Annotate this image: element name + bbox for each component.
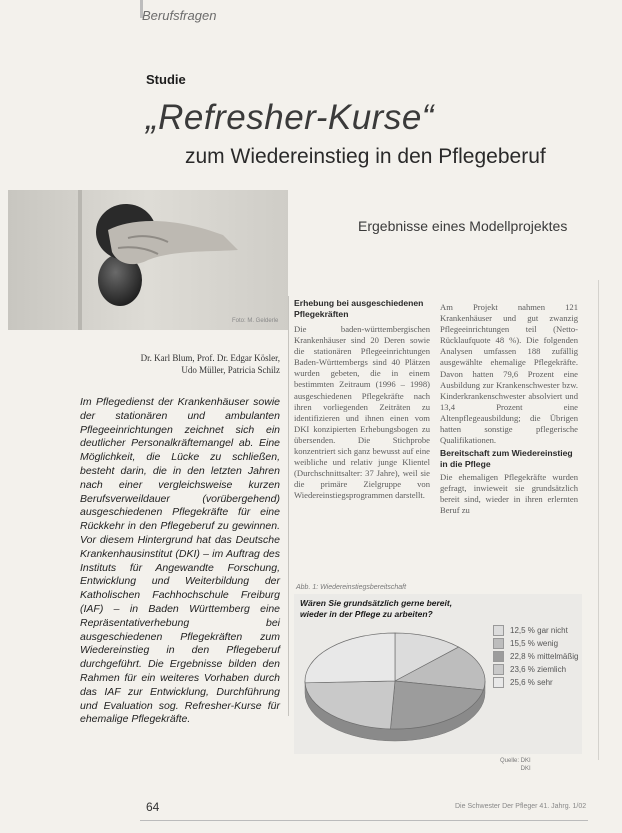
column-divider xyxy=(288,296,289,716)
source-line-1: Quelle: DKI xyxy=(500,758,531,764)
legend-swatch xyxy=(493,651,504,662)
article-photo xyxy=(8,190,288,330)
section-tag: Berufsfragen xyxy=(142,8,217,23)
col3-heading: Bereitschaft zum Wiedereinstieg in die Pflege xyxy=(440,448,573,469)
legend-label: 12,5 % gar nicht xyxy=(510,626,568,635)
legend-label: 15,5 % wenig xyxy=(510,639,559,648)
footer-rule xyxy=(140,820,588,821)
photo-credit: Foto: M. Gelderle xyxy=(232,318,279,324)
chart-legend xyxy=(493,625,583,689)
article-subtitle: zum Wiedereinstieg in den Pflegeberuf xyxy=(185,145,546,168)
lead-paragraph: Im Pflegedienst der Krankenhäuser sowie der stationären und ambulanten Pflegeeinrichtungen zeichnet sich ein deutlicher Personalkräftemangel ab. Eine Möglichkeit, die Lücke zu schließen, besteht darin, die in den letzten Jahren nach einer vergleichsweise kurzen Berufsverweildauer (vorübergehend) ausgeschiedenen Pflegekräfte für eine Rückkehr in den Pflegeberuf zu gewinnen. Vor diesem Hintergrund hat das Deutsche Krankenhausinstitut (DKI) – im Auftrag des Instituts für Angewandte Forschung, Entwicklung und Weiterbildung der Katholischen Fachhochschule Freiburg (IAF) – in Baden Württemberg eine Repräsentativerhebung bei ausgeschiedenen Pflegekräften zum Wiedereinstieg in den Pflegeberuf durchgeführt. Die Ergebnisse bilden den Rahmen für ein weiteres Vorhaben durch das IAF zur Entwicklung, Durchführung und Evaluation sog. Refresher-Kurse für ehemalige Pflegekräfte. xyxy=(80,396,280,726)
legend-swatch xyxy=(493,664,504,675)
door-knob-photo-icon xyxy=(8,190,288,330)
chart-caption: Abb. 1: Wiedereinstiegsbereitschaft xyxy=(296,584,407,591)
legend-swatch xyxy=(493,677,504,688)
legend-label: 23,6 % ziemlich xyxy=(510,665,567,674)
chart-source xyxy=(500,757,531,773)
legend-item xyxy=(493,651,578,662)
legend-swatch xyxy=(493,625,504,636)
col3-body-2: Die ehemaligen Pflegekräfte wurden gefragt, inwieweit sie grundsätzlich bereit sind, wieder in ihren erlernten Beruf zu xyxy=(440,472,578,516)
col2-heading: Erhebung bei ausgeschiedenen Pflegekräften xyxy=(294,298,424,319)
legend-label: 22,8 % mittelmäßig xyxy=(510,652,579,661)
pie-slice xyxy=(305,633,395,683)
chart-title: Wären Sie grundsätzlich gerne bereit, wieder in der Pflege zu arbeiten? xyxy=(300,598,453,619)
legend-item xyxy=(493,625,568,636)
legend-item xyxy=(493,677,553,688)
authors xyxy=(90,352,280,376)
journal-footer: Die Schwester Der Pfleger 41. Jahrg. 1/02 xyxy=(455,803,587,810)
col2-body: Die baden-württembergischen Krankenhäuser sind 20 Deren sowie die stationären Pflegeeinrichtungen Baden-Württembergs sind 40 Plätzen wurden gebeten, die in einem bestimmten Zeitraum (1996 – 1998) ausgeschiedenen Pflegekräfte nach ihren vorliegenden Zeiträten zu identifizieren und ihnen einen vom DKI konzipierten Erhebungsbogen zu übersenden. Die Stichprobe konzentriert sich ganz bewusst auf eine weibliche und relativ junge Klientel (Durchschnittsalter: 37 Jahre), weil sie die primäre Zielgruppe von Wiedereinstiegsprogrammen darstellt. xyxy=(294,324,430,501)
article-title: „Refresher-Kurse“ xyxy=(146,98,434,137)
col3-body-1: Am Projekt nahmen 121 Krankenhäuser und gut zwanzig Pflegeeinrichtungen teil (Netto-Rücklaufquote 48 %). Die folgenden Analysen umfassen 188 zufällig ausgewählte ehemalige Pflegekräfte. Davon hatten 79,6 Prozent eine Ausbildung zur Krankenschwester bzw. Kinderkrankenschwester absolviert und 13,4 Prozent eine Altenpflegeausbildung; die Übrigen hatten sonstige pflegerische Qualifikationen. xyxy=(440,302,578,446)
page-number: 64 xyxy=(146,800,160,814)
source-line-2: DKI xyxy=(520,766,531,772)
legend-item xyxy=(493,638,558,649)
pie-chart xyxy=(300,626,490,752)
kicker: Studie xyxy=(146,72,186,87)
article-deck: Ergebnisse eines Modellprojektes xyxy=(358,218,568,234)
margin-rule xyxy=(598,280,599,760)
legend-item xyxy=(493,664,566,675)
pie-slice xyxy=(305,681,395,729)
authors-line-2: Udo Müller, Patricia Schilz xyxy=(181,365,280,375)
legend-label: 25,6 % sehr xyxy=(510,678,553,687)
authors-line-1: Dr. Karl Blum, Prof. Dr. Edgar Kösler, xyxy=(140,353,280,363)
legend-swatch xyxy=(493,638,504,649)
